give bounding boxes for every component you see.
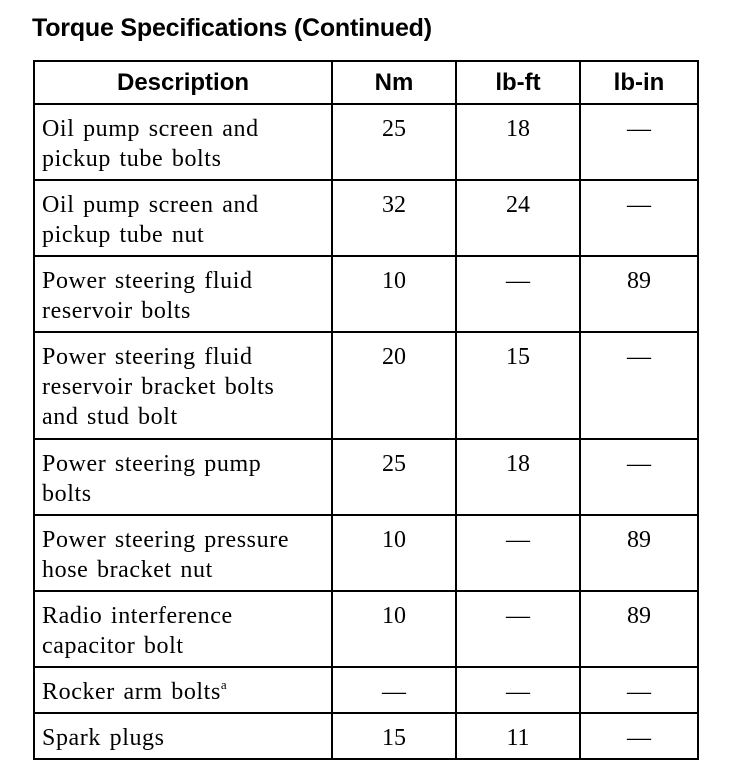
lb-in-cell: — [580, 713, 698, 759]
nm-cell: 10 [332, 256, 456, 332]
description-line: pickup tube nut [42, 222, 205, 248]
lb-in-cell: — [580, 332, 698, 439]
lb-in-cell: — [580, 439, 698, 515]
column-header-lb-ft: lb-ft [456, 61, 580, 104]
table-row [34, 667, 698, 713]
lb-ft-cell: 11 [456, 713, 580, 759]
description-line: Power steering pressure [42, 527, 290, 553]
description-cell [34, 515, 332, 591]
description-cell [34, 332, 332, 439]
lb-ft-cell: — [456, 591, 580, 667]
lb-ft-cell: 24 [456, 180, 580, 256]
table-row [34, 332, 698, 439]
nm-cell: 10 [332, 515, 456, 591]
table-row [34, 256, 698, 332]
column-header-lb-in: lb-in [580, 61, 698, 104]
description-cell [34, 104, 332, 180]
description-line: reservoir bracket bolts [42, 374, 275, 400]
description-line: capacitor bolt [42, 633, 184, 659]
nm-cell: 25 [332, 439, 456, 515]
lb-in-cell: 89 [580, 591, 698, 667]
description-cell [34, 256, 332, 332]
table-row [34, 713, 698, 759]
column-header-nm: Nm [332, 61, 456, 104]
nm-cell: 10 [332, 591, 456, 667]
page-title: Torque Specifications (Continued) [32, 14, 432, 42]
description-line: Power steering fluid [42, 344, 253, 370]
footnote-marker: a [220, 677, 228, 692]
description-cell [34, 591, 332, 667]
description-line: pickup tube bolts [42, 146, 222, 172]
nm-cell: 32 [332, 180, 456, 256]
description-line: and stud bolt [42, 404, 178, 430]
lb-in-cell: 89 [580, 256, 698, 332]
lb-ft-cell: — [456, 515, 580, 591]
torque-specifications-table [33, 60, 699, 760]
description-cell [34, 667, 332, 713]
table-row [34, 439, 698, 515]
lb-ft-cell: 15 [456, 332, 580, 439]
lb-in-cell: — [580, 104, 698, 180]
description-line: Power steering pump [42, 451, 262, 477]
table-row [34, 591, 698, 667]
lb-in-cell: 89 [580, 515, 698, 591]
description-line: Rocker arm bolts [42, 679, 221, 705]
table-row [34, 515, 698, 591]
description-line: hose bracket nut [42, 557, 213, 583]
description-line: Spark plugs [42, 725, 165, 751]
description-line: reservoir bolts [42, 298, 191, 324]
lb-in-cell: — [580, 667, 698, 713]
description-line: Oil pump screen and [42, 116, 259, 142]
description-cell [34, 713, 332, 759]
description-line: Power steering fluid [42, 268, 253, 294]
nm-cell: 25 [332, 104, 456, 180]
description-line: Oil pump screen and [42, 192, 259, 218]
table-header-row [34, 61, 698, 104]
table-row [34, 180, 698, 256]
description-line: Radio interference [42, 603, 233, 629]
nm-cell: 15 [332, 713, 456, 759]
table-row [34, 104, 698, 180]
description-cell [34, 180, 332, 256]
lb-in-cell: — [580, 180, 698, 256]
description-cell [34, 439, 332, 515]
lb-ft-cell: 18 [456, 104, 580, 180]
lb-ft-cell: — [456, 667, 580, 713]
column-header-description: Description [34, 61, 332, 104]
description-line: bolts [42, 481, 92, 507]
nm-cell: 20 [332, 332, 456, 439]
lb-ft-cell: — [456, 256, 580, 332]
nm-cell: — [332, 667, 456, 713]
lb-ft-cell: 18 [456, 439, 580, 515]
